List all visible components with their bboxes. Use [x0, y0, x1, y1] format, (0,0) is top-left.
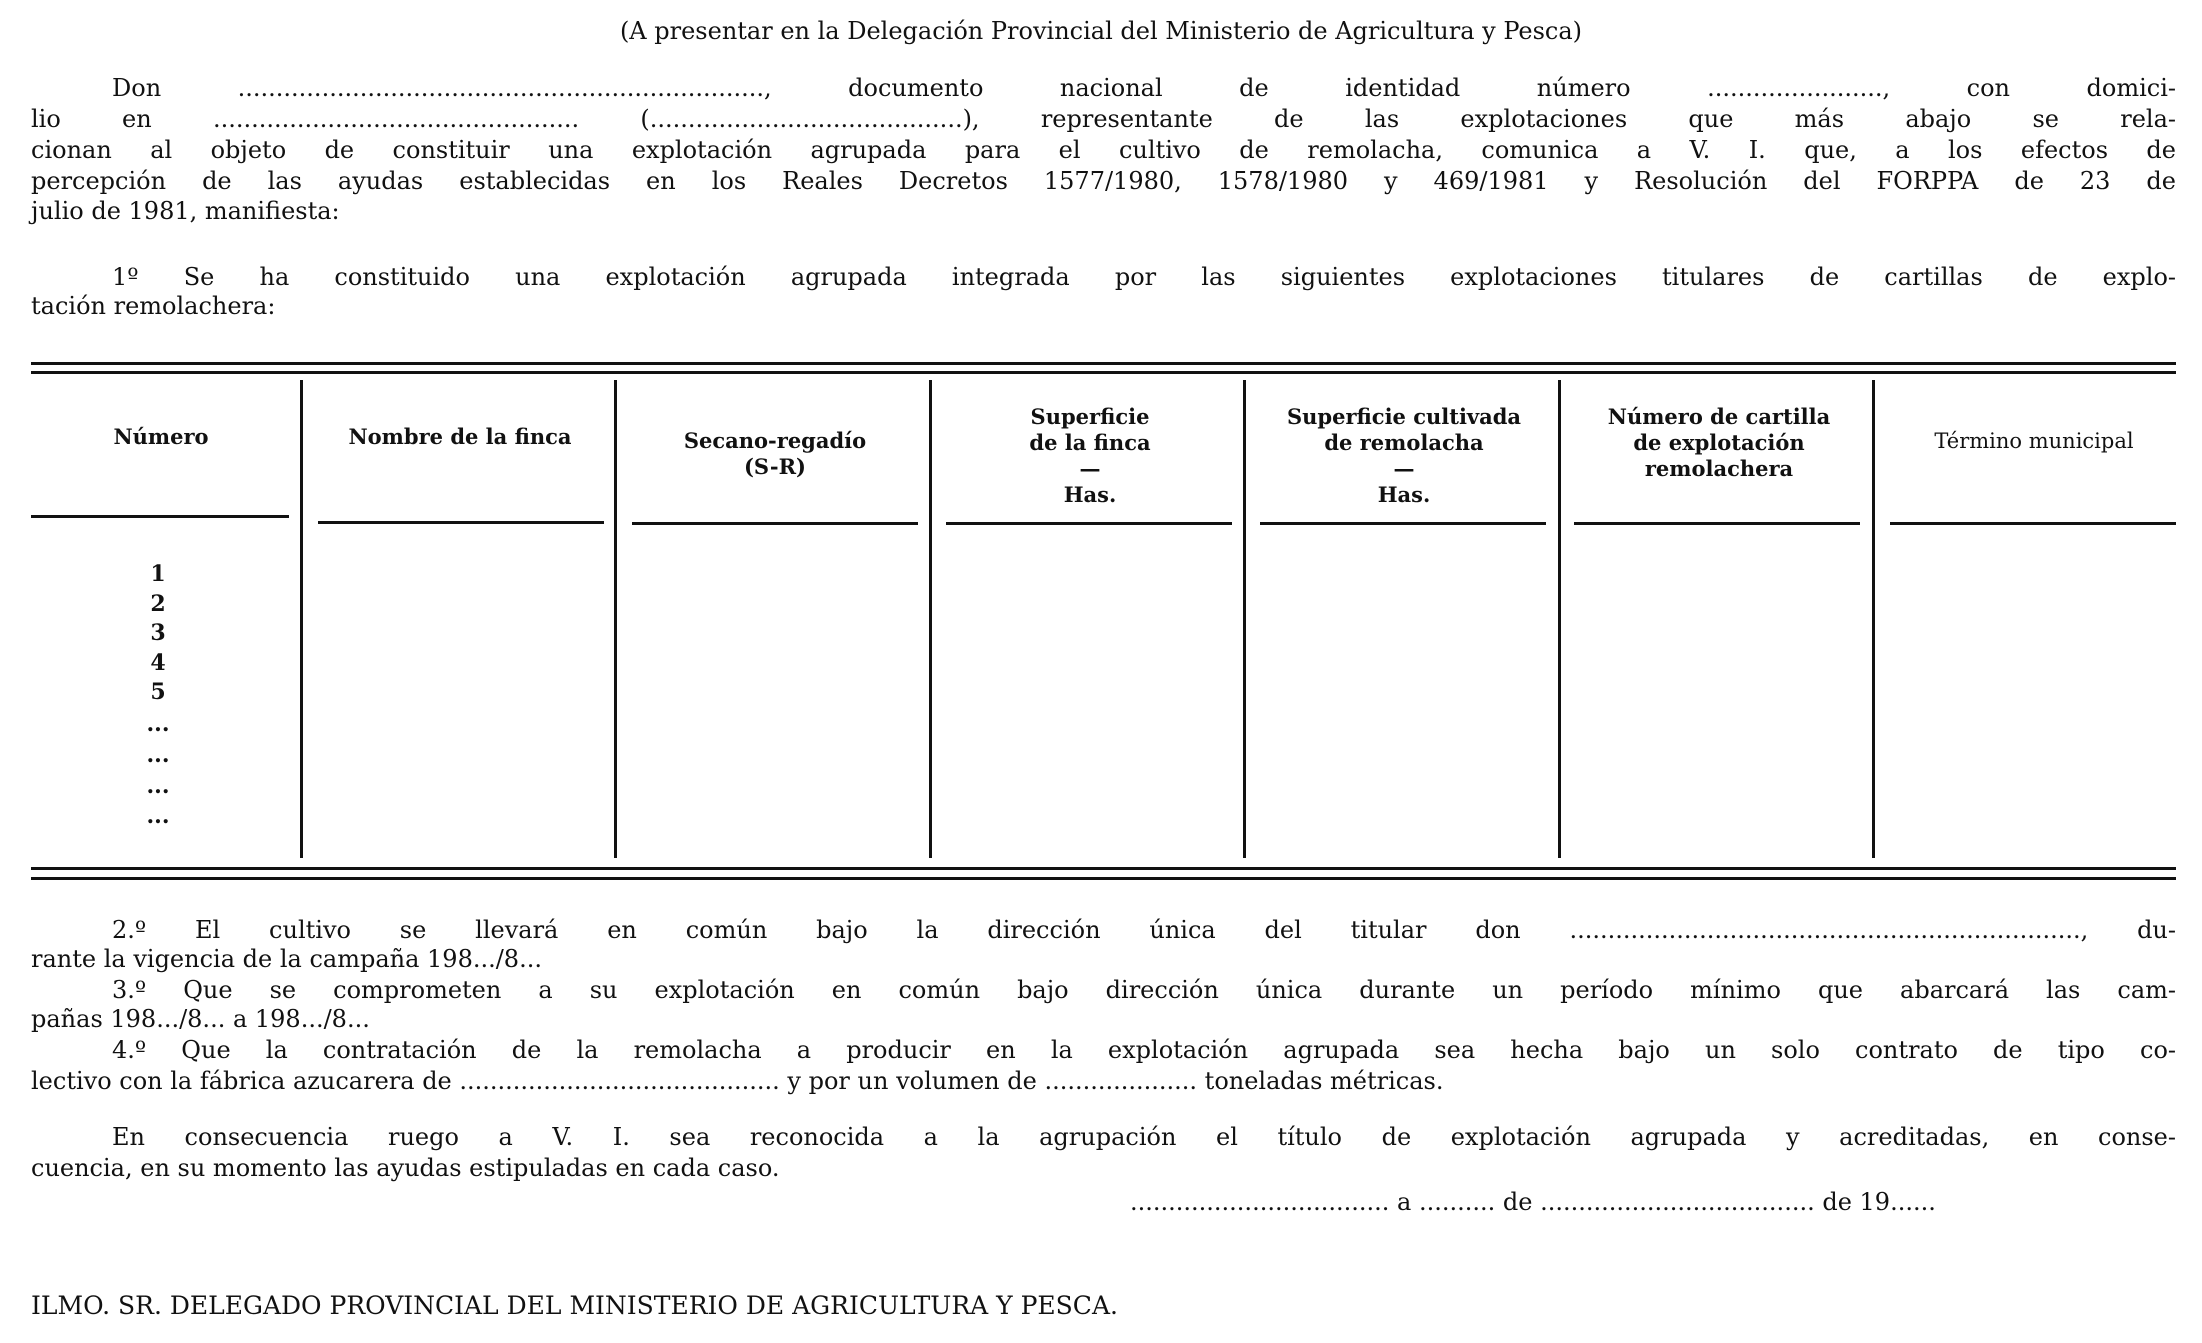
header-text: Secano-regadío — [683, 428, 867, 453]
row-number: 1 — [150, 561, 166, 587]
column-divider — [1872, 380, 1875, 858]
text-line: 1º Se ha constituido una explotación agrupada integrada por las siguientes explotaciones titulares de cartillas de explo- — [112, 263, 2176, 291]
header-text: Término municipal — [1934, 429, 2134, 453]
text-line: cuencia, en su momento las ayudas estipuladas en cada caso. — [31, 1154, 780, 1182]
column-header-nombre — [310, 424, 610, 450]
text-line: rante la vigencia de la campaña 198.../8... — [31, 945, 542, 973]
header-rule — [946, 522, 1232, 525]
row-number: 2 — [150, 591, 166, 617]
column-header-superficie-cultivada — [1254, 404, 1554, 508]
header-text: — — [1393, 456, 1415, 481]
header-text: de explotación — [1633, 430, 1805, 455]
form-header: (A presentar en la Delegación Provincial del Ministerio de Agricultura y Pesca) — [619, 17, 1583, 45]
column-header-secano — [625, 428, 925, 480]
addressee: ILMO. SR. DELEGADO PROVINCIAL DEL MINISTERIO DE AGRICULTURA Y PESCA. — [31, 1291, 1118, 1320]
text-line: cionan al objeto de constituir una explotación agrupada para el cultivo de remolacha, comunica a V. I. que, a los efectos de — [31, 136, 2176, 164]
text-line: lectivo con la fábrica azucarera de .......................................... y por un volumen de .................... toneladas métricas. — [31, 1067, 1444, 1095]
text-line: percepción de las ayudas establecidas en los Reales Decretos 1577/1980, 1578/1980 y 469/1981 y Resolución del FORPPA de 23 de — [31, 167, 2176, 195]
header-rule — [1574, 522, 1860, 525]
text-line: julio de 1981, manifiesta: — [31, 197, 340, 225]
column-divider — [929, 380, 932, 858]
column-header-numero — [31, 424, 291, 450]
text-line: En consecuencia ruego a V. I. sea reconocida a la agrupación el título de explotación agrupada y acreditadas, en conse- — [112, 1123, 2176, 1151]
row-number: ... — [146, 711, 170, 737]
header-text: Has. — [1377, 482, 1431, 507]
column-divider — [300, 380, 303, 858]
header-text: de remolacha — [1324, 430, 1484, 455]
row-number: ... — [146, 773, 170, 799]
text-line: 2.º El cultivo se llevará en común bajo la dirección única del titular don ..................................................................., du- — [112, 916, 2176, 944]
row-number: 4 — [150, 650, 166, 676]
rule — [31, 877, 2176, 880]
rule — [31, 362, 2176, 365]
header-text: Número de cartilla — [1607, 404, 1831, 429]
header-text: Superficie — [1030, 404, 1150, 429]
text-line: tación remolachera: — [31, 292, 276, 320]
rule — [31, 371, 2176, 374]
header-rule — [31, 515, 289, 518]
row-number: 3 — [150, 620, 166, 646]
row-number: 5 — [150, 679, 166, 705]
column-header-superficie-finca — [940, 404, 1240, 508]
header-rule — [318, 521, 604, 524]
header-text: Superficie cultivada — [1286, 404, 1522, 429]
row-number: ... — [146, 742, 170, 768]
header-text: (S-R) — [744, 454, 806, 479]
header-text: — — [1079, 456, 1101, 481]
column-divider — [1243, 380, 1246, 858]
text-line: 4.º Que la contratación de la remolacha a producir en la explotación agrupada sea hecha bajo un solo contrato de tipo co- — [112, 1036, 2176, 1064]
text-line: 3.º Que se comprometen a su explotación en común bajo dirección única durante un período mínimo que abarcará las cam- — [112, 976, 2176, 1004]
text-line: Don ....................................................................., documento nacional de identidad número ......................., con domici- — [112, 74, 2176, 102]
column-header-termino — [1884, 428, 2184, 454]
column-divider — [614, 380, 617, 858]
column-divider — [1558, 380, 1561, 858]
header-text: de la finca — [1029, 430, 1151, 455]
header-text: Nombre de la finca — [348, 424, 572, 449]
column-header-cartilla — [1569, 404, 1869, 482]
header-rule — [632, 522, 918, 525]
row-number: ... — [146, 803, 170, 829]
header-text: remolachera — [1644, 456, 1794, 481]
text-line: pañas 198.../8... a 198.../8... — [31, 1005, 370, 1033]
header-rule — [1260, 522, 1546, 525]
text-line: lio en ................................................ (.........................................), representante de las explotaciones que más abajo se rela- — [31, 105, 2176, 133]
header-text: Número — [113, 424, 209, 449]
header-text: Has. — [1063, 482, 1117, 507]
rule — [31, 867, 2176, 870]
header-rule — [1890, 522, 2176, 525]
date-line: .................................. a .......... de .................................... de 19...... — [1130, 1188, 1936, 1216]
